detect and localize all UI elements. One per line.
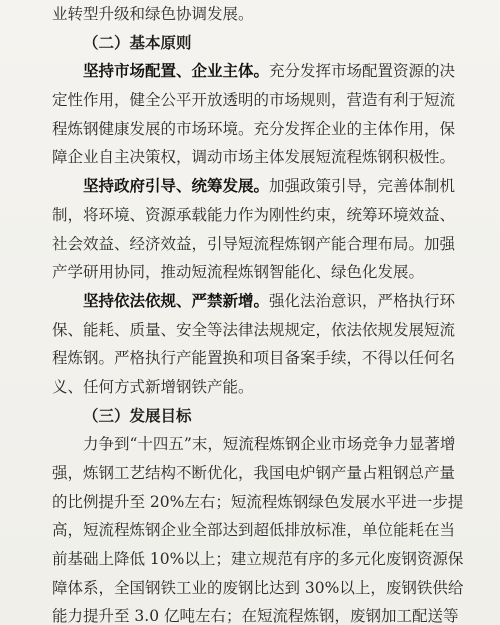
principle-3-text-start: 强化法治意识，严格执行环 bbox=[269, 291, 456, 310]
principle-3-first-line bbox=[52, 287, 472, 316]
principle-1-text-start: 充分发挥市场配置资源的决 bbox=[269, 62, 456, 81]
principle-2-first-line bbox=[52, 172, 472, 201]
principle-3-line: 义、任何方式新增钢铁产能。 bbox=[52, 377, 254, 396]
principle-1-line: 障企业自主决策权，调动市场主体发展短流程炼钢积极性。 bbox=[52, 148, 456, 167]
principle-3-heading: 坚持依法依规、严禁新增。 bbox=[83, 290, 270, 310]
principle-2-heading: 坚持政府引导、统筹发展。 bbox=[83, 176, 270, 196]
principle-1-heading: 坚持市场配置、企业主体。 bbox=[83, 61, 270, 81]
section-title-basic-principles: （二）基本原则 bbox=[83, 32, 192, 52]
goals-line: 强，炼钢工艺结构不断优化，我国电炉钢产量占粗钢总产量 bbox=[52, 464, 456, 482]
principle-2-text-start: 加强政策引导，完善体制机 bbox=[269, 177, 456, 196]
goals-line: 力争到“十四五”末，短流程炼钢企业市场竞争力显著增 bbox=[83, 435, 456, 454]
intro-tail-line: 业转型升级和绿色协调发展。 bbox=[52, 5, 254, 23]
principle-1-line: 定性作用，健全公平开放透明的市场规则，营造有利于短流 bbox=[52, 91, 456, 110]
principle-2-line: 制，将环境、资源承载能力作为刚性约束，统筹环境效益、 bbox=[52, 205, 456, 224]
principle-3-line: 程炼钢。严格执行产能置换和项目备案手续，不得以任何名 bbox=[52, 349, 456, 368]
goals-line: 前基础上降低 10%以上；建立规范有序的多元化废钢资源保 bbox=[52, 550, 464, 569]
principle-2-line: 产学研用协同，推动短流程炼钢智能化、绿色化发展。 bbox=[52, 263, 425, 282]
goals-line: 障体系，全国钢铁工业的废钢比达到 30%以上，废钢铁供给 bbox=[52, 578, 464, 597]
principle-1-first-line bbox=[52, 57, 472, 86]
document-body bbox=[52, 0, 472, 625]
goals-line: 的比例提升至 20%左右；短流程炼钢绿色发展水平进一步提 bbox=[52, 492, 464, 511]
goals-line: 高，短流程炼钢企业全部达到超低排放标准，单位能耗在当 bbox=[52, 521, 456, 540]
principle-3-line: 保、能耗、质量、安全等法律法规规定，依法依规发展短流 bbox=[52, 320, 456, 339]
section-title-development-goals: （三）发展目标 bbox=[83, 405, 192, 425]
principle-1-line: 程炼钢健康发展的市场环境。充分发挥企业的主体作用，保 bbox=[52, 119, 456, 138]
principle-2-line: 社会效益、经济效益，引导短流程炼钢产能合理布局。加强 bbox=[52, 234, 456, 253]
goals-line: 能力提升至 3.0 亿吨左右；在短流程炼钢，废钢加工配送等 bbox=[52, 607, 459, 625]
